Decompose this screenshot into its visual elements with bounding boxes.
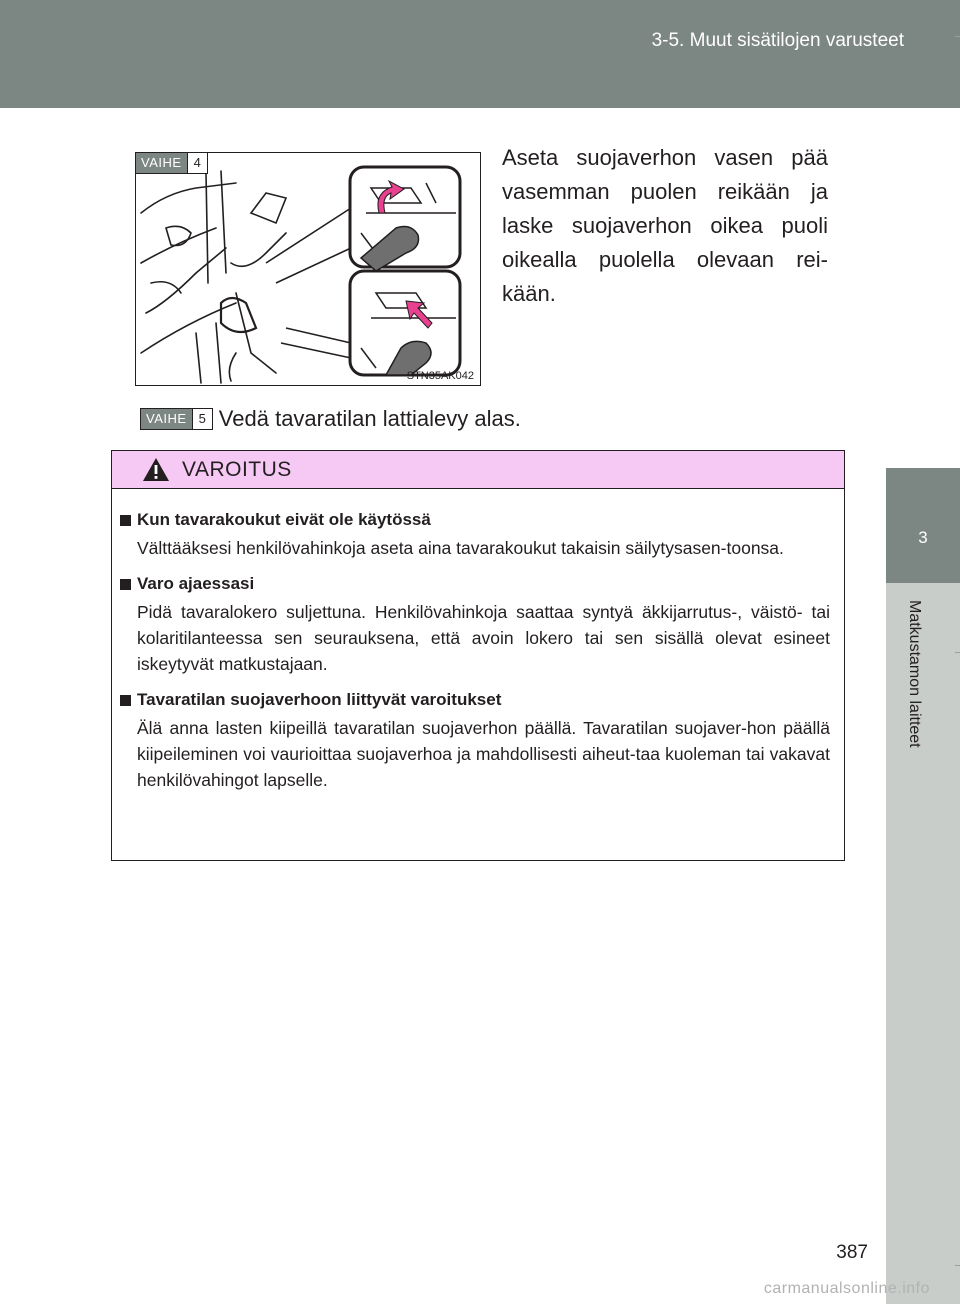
- watermark: carmanualsonline.info: [763, 1280, 930, 1297]
- crop-mark: [955, 36, 960, 37]
- bullet-square-icon: [120, 695, 131, 706]
- step-badge: [135, 152, 208, 174]
- figure-code: STN35AK042: [406, 370, 474, 382]
- warning-item: [120, 505, 830, 561]
- warning-title: VAROITUS: [182, 457, 292, 481]
- chapter-number: 3: [918, 528, 928, 547]
- warning-item-heading: Varo ajaessasi: [137, 574, 255, 593]
- chapter-tab-strip: [886, 583, 960, 1304]
- step-badge-number: 5: [192, 409, 212, 429]
- step-badge: [140, 408, 213, 430]
- warning-item-text: Älä anna lasten kiipeillä tavaratilan suojaverhon päällä. Tavaratilan suojaver-hon päällä kiipeileminen voi vaurioittaa suojaverhoa ja mahdollisesti aiheut-taa kuoleman tai vakavat henkilövahingot lapselle.: [137, 718, 830, 790]
- warning-item-heading: Tavaratilan suojaverhoon liittyvät varoitukset: [137, 690, 502, 709]
- warning-item-text: Välttääksesi henkilövahinkoja aseta aina tavarakoukut takaisin säilytysasen-toonsa.: [137, 538, 784, 558]
- step4-illustration: [135, 152, 481, 386]
- warning-box: [111, 450, 845, 861]
- page-number: 387: [836, 1242, 868, 1263]
- warning-header: [112, 451, 844, 489]
- step5: [140, 404, 521, 434]
- header-band: [0, 0, 960, 108]
- bullet-square-icon: [120, 579, 131, 590]
- step-badge-label: VAIHE: [141, 409, 192, 429]
- chapter-title: Matkustamon laitteet: [906, 600, 923, 748]
- warning-item: [120, 685, 830, 793]
- step4-instruction: Aseta suojaverhon vasen pää vasemman puolen reikään ja laske suojaverhon oikea puoli oikealla puolella olevaan rei-kään.: [502, 145, 828, 306]
- step-badge-number: 4: [187, 153, 207, 173]
- warning-item-text: Pidä tavaralokero suljettuna. Henkilövahinkoja saattaa syntyä äkkijarrutus-, väistö- tai kolaritilanteessa sen seurauksena, että avoin lokero tai sen sisällä olevat esineet iskeytyvät matkustajaan.: [137, 602, 830, 674]
- step5-instruction: Vedä tavaratilan lattialevy alas.: [218, 406, 521, 431]
- warning-item: [120, 569, 830, 677]
- warning-triangle-icon: [142, 457, 170, 482]
- warning-item-heading: Kun tavarakoukut eivät ole käytössä: [137, 510, 431, 529]
- chapter-tab: [886, 468, 960, 583]
- section-title: 3-5. Muut sisätilojen varusteet: [651, 30, 904, 51]
- crop-mark: [955, 1265, 960, 1266]
- crop-mark: [955, 652, 960, 653]
- cargo-cover-illustration: [136, 153, 479, 384]
- warning-body: [112, 489, 844, 793]
- bullet-square-icon: [120, 515, 131, 526]
- step-badge-label: VAIHE: [136, 153, 187, 173]
